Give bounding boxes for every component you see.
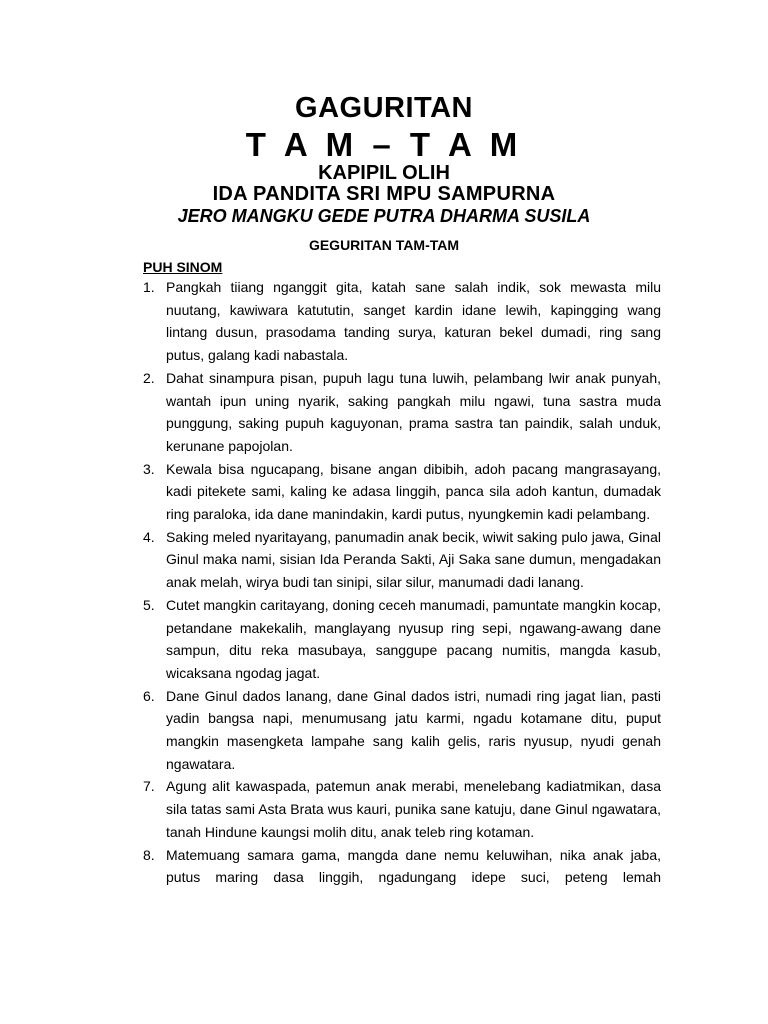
verse-number: 4. [143, 528, 155, 545]
verse-item [143, 276, 661, 367]
author-name-2: JERO MANGKU GEDE PUTRA DHARMA SUSILA [177, 206, 591, 226]
compiled-by-label: KAPIPIL OLIH [318, 162, 450, 184]
verse-text: Dahat sinampura pisan, pupuh lagu tuna luwih, pelambang lwir anak punyah, wantah ipun uning nyarik, saking pangkah milu ngawi, tuna sastra muda punggung, saking pupuh kaguyonan, prama sastra tan paindik, salah unduk, kerunane papojolan. [166, 369, 661, 454]
verse-text: Dane Ginul dados lanang, dane Ginal dados istri, numadi ring jagat lian, pasti yadin bangsa napi, menumusang jatu karmi, ngadu kotamane ditu, puput mangkin masengketa lampahe sang kalih gelis, raris nyusup, nyudi genah ngawatara. [166, 687, 661, 772]
verse-number: 2. [143, 369, 155, 386]
document-subtitle: T A M – T A M [245, 126, 523, 163]
verse-item [143, 775, 661, 843]
verse-item [143, 458, 661, 526]
verse-number: 8. [143, 846, 155, 863]
verse-text: Saking meled nyaritayang, panumadin anak becik, wiwit saking pulo jawa, Ginal Ginul maka nami, sisian Ida Peranda Sakti, Aji Saka sane dumun, mengadakan anak melah, wirya budi tan sinipi, silar silur, manumadi dadi lanang. [166, 528, 661, 591]
verse-text: Cutet mangkin caritayang, doning ceceh manumadi, pamuntate mangkin kocap, petandane makekalih, manglayang nyusup ring sepi, ngawang-awang dane sampun, ditu reka masubaya, sanggupe pacang numitis, mangda kasub, wicaksana ngodag jagat. [166, 596, 661, 681]
verse-number: 5. [143, 596, 155, 613]
verse-number: 6. [143, 687, 155, 704]
verse-text: Matemuang samara gama, mangda dane nemu keluwihan, nika anak jaba, putus maring dasa linggih, ngadungang idepe suci, peteng lemah [166, 846, 661, 886]
verse-list [143, 276, 661, 889]
author-name-1: IDA PANDITA SRI MPU SAMPURNA [212, 183, 556, 205]
verse-item [143, 526, 661, 594]
verse-text: Kewala bisa ngucapang, bisane angan dibibih, adoh pacang mangrasayang, kadi pitekete sami, kaling ke adasa linggih, panca sila adoh kantun, dumadak ring paraloka, ida dane manindakin, kardi putus, nyungkemin kadi pelambang. [166, 460, 661, 523]
document-title: GAGURITAN [295, 92, 473, 124]
verse-text: Pangkah tiiang nganggit gita, katah sane salah indik, sok mewasta milu nuutang, kawiwara katututin, sanget kardin idane lewih, kapingging wang lintang dusun, prasodama tanding surya, katuran bekel dumadi, ring sang putus, galang kadi nabastala. [166, 279, 661, 364]
poem-heading: GEGURITAN TAM-TAM [308, 237, 460, 253]
verse-item [143, 685, 661, 776]
verse-item [143, 844, 661, 889]
verse-text: Agung alit kawaspada, patemun anak merabi, menelebang kadiatmikan, dasa sila tatas sami Asta Brata wus kauri, punika sane katuju, dane Ginul ngawatara, tanah Hindune kaungsi molih ditu, anak teleb ring kotaman. [166, 778, 661, 840]
verse-item [143, 594, 661, 685]
section-heading: PUH SINOM [143, 259, 223, 275]
verse-item [143, 367, 661, 458]
verse-number: 1. [143, 279, 155, 295]
verse-number: 3. [143, 460, 155, 477]
verse-number: 7. [143, 778, 155, 795]
